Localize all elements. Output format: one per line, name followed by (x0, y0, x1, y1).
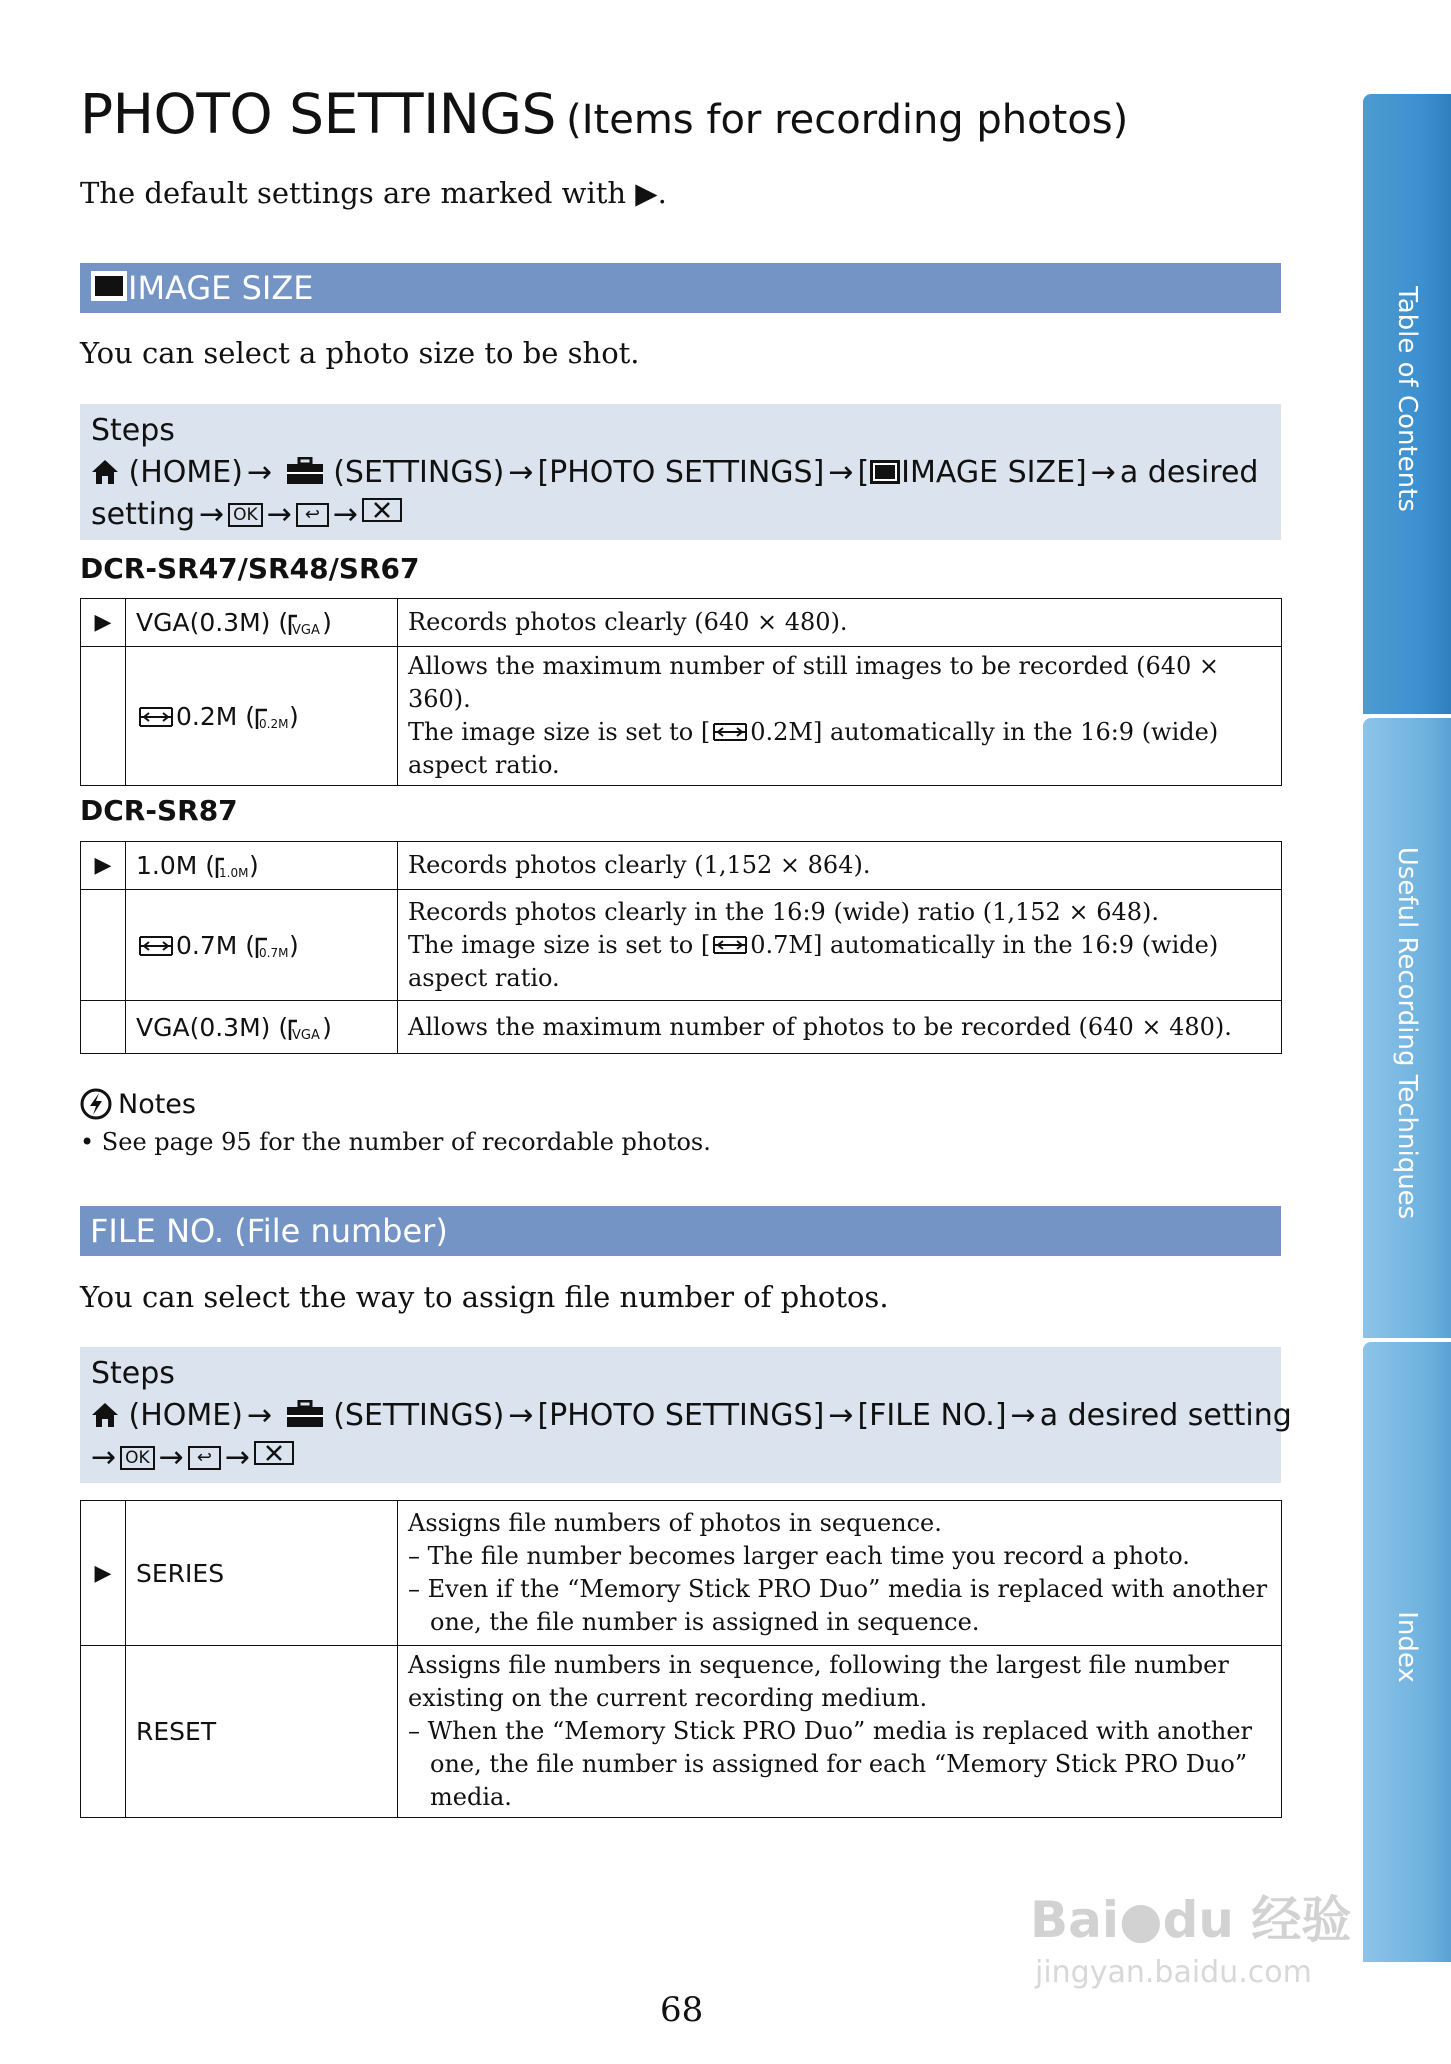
note-item: • See page 95 for the number of recordable photos. (80, 1128, 711, 1156)
arrow: → (828, 455, 854, 490)
step-photo-settings: [PHOTO SETTINGS] (537, 1398, 825, 1433)
table-row (81, 599, 1282, 647)
steps-line-1 (91, 452, 1270, 494)
step-settings: (SETTINGS) (333, 1398, 505, 1433)
file-no-table (80, 1500, 1282, 1818)
home-icon (91, 459, 119, 485)
image-size-table-2 (80, 841, 1282, 1054)
file-no-steps (80, 1347, 1292, 1483)
watermark-url: jingyan.baidu.com (1035, 1955, 1312, 1990)
step-file-no: [FILE NO.] (857, 1398, 1007, 1433)
tab-useful-recording-techniques[interactable] (1363, 718, 1451, 1338)
tab-label: Useful Recording Techniques (1392, 846, 1422, 1220)
tab-label: Index (1392, 1611, 1422, 1683)
return-key-icon: ↩ (296, 503, 329, 527)
option-description: Assigns file numbers in sequence, following the largest file number existing on the current recording medium. – When the “Memory Stick PRO Duo” media is replaced with another one, the file number is assigned for each “Memory Stick PRO Duo” media. (398, 1646, 1282, 1818)
arrow: → (1090, 455, 1116, 490)
step-settings: (SETTINGS) (333, 455, 505, 490)
home-icon (91, 1402, 119, 1428)
wide-aspect-icon (136, 706, 176, 728)
intro-text: The default settings are marked with ▶. (80, 176, 667, 210)
step-photo-settings: [PHOTO SETTINGS] (537, 455, 825, 490)
arrow: → (246, 1398, 273, 1433)
default-mark (81, 890, 126, 1001)
arrow: → (508, 1398, 534, 1433)
image-size-10m-icon (215, 856, 249, 880)
option-description: Assigns file numbers of photos in sequence. – The file number becomes larger each time you record a photo. – Even if the “Memory Stick PRO Duo” media is replaced with another one, the file number is assigned in sequence. (398, 1501, 1282, 1646)
image-size-table-1 (80, 598, 1282, 786)
table-row (81, 1001, 1282, 1054)
arrow: → (199, 497, 225, 532)
steps-title: Steps (91, 1356, 175, 1391)
camera-mode-icon (90, 269, 128, 303)
arrow: → (91, 1440, 117, 1475)
model-label-2: DCR-SR87 (80, 794, 238, 827)
default-mark (81, 647, 126, 786)
tab-table-of-contents[interactable] (1363, 94, 1451, 714)
arrow: → (332, 497, 359, 532)
option-name: 0.2M ( 0.2M ) (126, 647, 398, 786)
close-key-icon (362, 498, 402, 522)
page-title-sub: (Items for recording photos) (566, 97, 1129, 143)
page-number: 68 (660, 1990, 704, 2030)
option-description: Records photos clearly (640 × 480). (398, 599, 1282, 647)
image-size-header-label: IMAGE SIZE (128, 269, 314, 307)
default-mark (81, 1646, 126, 1818)
step-home: (HOME) (128, 1398, 243, 1433)
arrow: → (1010, 1398, 1036, 1433)
wide-aspect-icon (710, 722, 750, 742)
tab-index[interactable] (1363, 1342, 1451, 1962)
option-name: 0.7M ( 0.7M ) (126, 890, 398, 1001)
table-row (81, 842, 1282, 890)
steps-line-2 (91, 494, 1270, 536)
page-title-main: PHOTO SETTINGS (80, 82, 556, 146)
arrow: → (266, 497, 292, 532)
table-row (81, 1646, 1282, 1818)
step-desired-setting: a desired setting (1039, 1398, 1292, 1433)
toolbox-icon (286, 1400, 324, 1428)
svg-text:VGA: VGA (292, 623, 320, 637)
toolbox-icon (286, 457, 324, 485)
wide-aspect-icon (710, 935, 750, 955)
step-setting: setting (91, 497, 196, 532)
step-home: (HOME) (128, 455, 243, 490)
image-size-vga-icon (288, 1018, 322, 1042)
camera-mode-icon (869, 459, 901, 485)
notes-icon (80, 1088, 112, 1120)
steps-line-2 (91, 1437, 1270, 1479)
image-size-description: You can select a photo size to be shot. (80, 336, 640, 370)
option-description: Allows the maximum number of photos to be recorded (640 × 480). (398, 1001, 1282, 1054)
arrow: → (158, 1440, 184, 1475)
return-key-icon: ↩ (188, 1446, 221, 1470)
watermark-logo: Bai●du 经验 (1030, 1891, 1352, 1949)
option-description: Allows the maximum number of still images to be recorded (640 × 360). The image size is set to [ 0.2M] automatically in the 16:9 (wide) aspect ratio. (398, 647, 1282, 786)
image-size-steps (80, 404, 1281, 540)
arrow: → (224, 1440, 251, 1475)
step-bracket: [ (857, 455, 870, 490)
ok-key-icon: OK (120, 1446, 155, 1470)
option-name: SERIES (126, 1501, 398, 1646)
image-size-header (80, 263, 1281, 313)
arrow: → (508, 455, 534, 490)
file-no-description: You can select the way to assign file number of photos. (80, 1280, 889, 1314)
table-row (81, 647, 1282, 786)
step-image-size: IMAGE SIZE] (901, 455, 1087, 490)
svg-text:0.2M: 0.2M (259, 716, 289, 731)
steps-line-1 (91, 1395, 1292, 1437)
step-desired: a desired (1119, 455, 1259, 490)
model-label-1: DCR-SR47/SR48/SR67 (80, 552, 420, 585)
file-no-header: FILE NO. (File number) (80, 1206, 1281, 1256)
table-row (81, 1501, 1282, 1646)
image-size-vga-icon (288, 613, 322, 637)
option-name: RESET (126, 1646, 398, 1818)
default-mark: ▶ (81, 1501, 126, 1646)
wide-aspect-icon (136, 935, 176, 957)
default-mark (81, 1001, 126, 1054)
svg-text:1.0M: 1.0M (219, 866, 249, 880)
arrow: → (828, 1398, 854, 1433)
image-size-07m-icon (255, 936, 289, 960)
close-key-icon (254, 1441, 294, 1465)
ok-key-icon: OK (228, 503, 263, 527)
svg-text:VGA: VGA (292, 1027, 320, 1042)
image-size-02m-icon (255, 707, 289, 731)
default-mark: ▶ (81, 599, 126, 647)
page-title (80, 82, 1128, 146)
arrow: → (246, 455, 273, 490)
option-description: Records photos clearly in the 16:9 (wide) ratio (1,152 × 648). The image size is set to [ 0.7M] automatically in the 16:9 (wide) aspect ratio. (398, 890, 1282, 1001)
svg-text:0.7M: 0.7M (259, 945, 289, 960)
default-mark: ▶ (81, 842, 126, 890)
notes-heading (80, 1088, 196, 1120)
tab-label: Table of Contents (1392, 286, 1422, 512)
steps-title: Steps (91, 413, 175, 448)
option-description: Records photos clearly (1,152 × 864). (398, 842, 1282, 890)
notes-title: Notes (118, 1088, 196, 1120)
option-name: VGA(0.3M) ( VGA ) (126, 599, 398, 647)
option-name: VGA(0.3M) ( VGA ) (126, 1001, 398, 1054)
option-name: 1.0M ( 1.0M ) (126, 842, 398, 890)
table-row (81, 890, 1282, 1001)
